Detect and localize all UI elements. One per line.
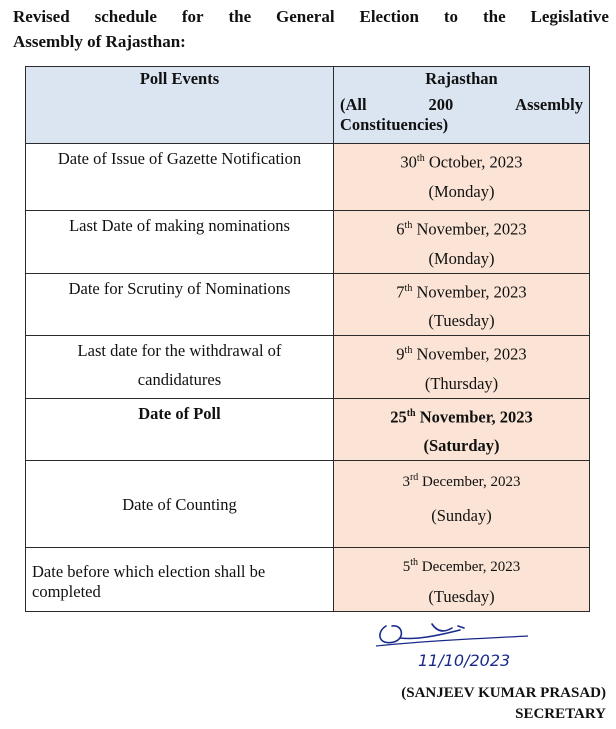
heading-word: the [482, 7, 506, 26]
poll-date-cell [334, 548, 590, 612]
month-year: December, 2023 [421, 559, 521, 575]
table-header-row [26, 67, 590, 144]
rajasthan-header [334, 67, 590, 144]
ordinal-suffix: th [404, 345, 413, 356]
poll-date-cell [334, 461, 590, 548]
heading-word: Revised [13, 7, 70, 26]
weekday: (Sunday) [431, 506, 492, 525]
poll-event-text: Date for Scrutiny of Nominations [68, 278, 291, 298]
poll-event-cell [26, 548, 334, 612]
poll-date-cell [334, 398, 590, 461]
table-row [26, 336, 590, 399]
poll-date-cell [334, 144, 590, 211]
document-heading [13, 4, 609, 54]
poll-date-cell [334, 211, 590, 274]
date-line [334, 336, 589, 369]
ordinal-suffix: rd [409, 472, 419, 483]
date-line [334, 211, 589, 244]
day-number: 30 [400, 152, 417, 172]
poll-event-cell [26, 211, 334, 274]
poll-event-cell [26, 144, 334, 211]
weekday: (Saturday) [423, 436, 500, 455]
ordinal-suffix: th [404, 282, 413, 294]
heading-word: schedule [94, 7, 157, 26]
table-row [26, 461, 590, 548]
heading-word: for [181, 7, 204, 26]
date-line [334, 144, 589, 177]
poll-event-cell [26, 398, 334, 461]
heading-word: General [276, 7, 335, 26]
scope-word: Assembly [515, 95, 583, 114]
weekday: (Tuesday) [428, 587, 495, 606]
month-year: October, 2023 [428, 152, 523, 172]
assembly-scope [334, 89, 589, 135]
table-row [26, 548, 590, 612]
weekday: (Monday) [428, 248, 495, 268]
state-name: Rajasthan [425, 69, 498, 88]
poll-event-text: Date of Issue of Gazette Notification [57, 149, 302, 168]
month-year: November, 2023 [416, 344, 527, 364]
signatory-title: SECRETARY [515, 706, 606, 722]
signature-date: 11/10/2023 [418, 651, 511, 670]
day-number: 6 [396, 219, 405, 239]
day-number: 7 [396, 282, 405, 301]
day-number: 9 [396, 344, 405, 364]
heading-word: Legislative [530, 7, 609, 26]
date-line [334, 399, 589, 432]
poll-event-text: completed [32, 581, 101, 601]
poll-date-cell [334, 273, 590, 336]
ordinal-suffix: th [404, 220, 413, 231]
heading-word: the [228, 7, 252, 26]
poll-date-cell [334, 336, 590, 399]
poll-event-cell [26, 461, 334, 548]
heading-line-2: Assembly of Rajasthan: [13, 32, 186, 51]
month-year: November, 2023 [416, 282, 527, 301]
poll-event-text: Last date for the withdrawal of [77, 341, 282, 360]
table-row [26, 211, 590, 274]
poll-event-cell [26, 336, 334, 399]
day-number: 25 [390, 407, 407, 426]
table-row [26, 273, 590, 336]
heading-word: to [443, 7, 459, 26]
ordinal-suffix: th [410, 557, 418, 568]
weekday: (Monday) [428, 181, 495, 201]
signatory-block [401, 683, 606, 725]
scope-word: (All [340, 95, 367, 114]
signature-mark [372, 616, 582, 674]
handwritten-signature [372, 616, 582, 679]
table-row [26, 144, 590, 211]
day-number: 5 [402, 559, 411, 575]
date-line [334, 548, 589, 582]
poll-event-text: Date of Counting [122, 494, 237, 514]
poll-event-text: Last Date of making nominations [69, 216, 290, 235]
date-line [334, 274, 589, 307]
schedule-table [25, 66, 590, 612]
heading-line-1 [13, 4, 609, 29]
scope-word: 200 [428, 95, 454, 114]
signatory-name: (SANJEEV KUMAR PRASAD) [401, 685, 606, 701]
ordinal-suffix: th [406, 407, 416, 419]
month-year: December, 2023 [422, 474, 521, 490]
day-number: 3 [402, 474, 410, 490]
ordinal-suffix: th [416, 153, 425, 164]
poll-event-cell [26, 273, 334, 336]
month-year: November, 2023 [419, 407, 533, 426]
month-year: November, 2023 [416, 219, 527, 239]
heading-word: Election [359, 7, 419, 26]
poll-event-text: candidatures [137, 370, 222, 389]
poll-event-text: Date before which election shall be [32, 561, 266, 581]
weekday: (Thursday) [424, 373, 499, 393]
date-line [334, 461, 589, 499]
weekday: (Tuesday) [428, 311, 495, 330]
table-row [26, 398, 590, 461]
scope-line-2: Constituencies) [340, 115, 449, 134]
poll-event-text: Date of Poll [138, 403, 221, 423]
poll-events-header: Poll Events [26, 67, 334, 144]
